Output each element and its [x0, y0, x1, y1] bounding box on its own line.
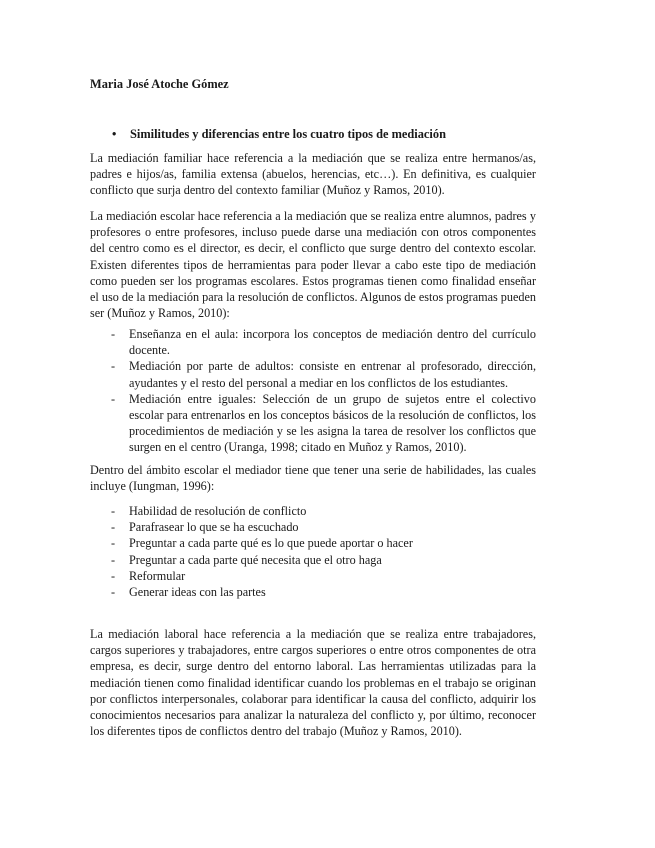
list-item-text: Mediación por parte de adultos: consiste en entrenar al profesorado, dirección, ayudantes y el resto del personal a mediar en los conflictos de los estudiantes. — [129, 359, 536, 390]
list-item-text: Enseñanza en el aula: incorpora los conceptos de mediación dentro del currículo docente. — [129, 327, 536, 358]
list-item-text: Preguntar a cada parte qué es lo que puede aportar o hacer — [129, 536, 413, 551]
section-heading-text: Similitudes y diferencias entre los cuatro tipos de mediación — [130, 127, 446, 141]
skills-list — [90, 503, 536, 600]
dash-marker: - — [111, 327, 116, 341]
list-item — [90, 552, 536, 568]
paragraph-mediacion-laboral: La mediación laboral hace referencia a la mediación que se realiza entre trabajadores, cargos superiores y trabajadores, entre cargos superiores o entre otros componentes de otra empresa, es decir, surge dentro del entorno laboral. Las herramientas utilizadas para la mediación tienen como finalidad identificar cuando los problemas en el trabajo se originan por conflictos interpersonales, colaborar para identificar la causa del conflicto, adquirir los conocimientos necesarios para analizar la naturaleza del conflicto y, por último, reconocer los diferentes tipos de conflictos dentro del trabajo (Muñoz y Ramos, 2010). — [90, 627, 536, 739]
list-item-text: Habilidad de resolución de conflicto — [129, 504, 307, 518]
paragraph-mediacion-familiar: La mediación familiar hace referencia a la mediación que se realiza entre hermanos/as, padres e hijos/as, familia extensa (abuelos, herencias, etc…). En definitiva, es cualquier conflicto que surja dentro del contexto familiar (Muñoz y Ramos, 2010). — [90, 151, 536, 198]
author-name: Maria José Atoche Gómez — [90, 77, 229, 91]
list-item-text: Generar ideas con las partes — [129, 585, 266, 600]
list-item-text: Mediación entre iguales: Selección de un grupo de sujetos entre el colectivo escolar para entrenarlos en los conceptos básicos de la resolución de conflictos, los procedimientos de mediación y se les asigna la tarea de resolver los conflictos que surgen en el centro (Uranga, 1998; citado en Muñoz y Ramos, 2010). — [129, 391, 536, 455]
dash-marker: - — [111, 536, 116, 551]
list-item — [90, 358, 536, 390]
list-item — [90, 519, 536, 535]
section-heading — [112, 126, 446, 142]
dash-marker: - — [111, 359, 116, 374]
bullet-icon: • — [112, 127, 117, 141]
dash-marker: - — [111, 520, 116, 535]
list-item-text: Parafrasear lo que se ha escuchado — [129, 520, 299, 535]
list-item — [90, 584, 536, 600]
programs-list — [90, 326, 536, 456]
list-item — [90, 391, 536, 456]
dash-marker: - — [111, 504, 116, 518]
list-item — [90, 568, 536, 584]
list-item-text: Preguntar a cada parte qué necesita que el otro haga — [129, 552, 382, 567]
list-item — [90, 503, 536, 519]
list-item-text: Reformular — [129, 568, 186, 583]
dash-marker: - — [111, 568, 116, 583]
paragraph-ambito-escolar: Dentro del ámbito escolar el mediador tiene que tener una serie de habilidades, las cuales incluye (Iungman, 1996): — [90, 463, 536, 494]
list-item — [90, 535, 536, 551]
list-item — [90, 326, 536, 358]
dash-marker: - — [111, 585, 116, 600]
paragraph-mediacion-escolar: La mediación escolar hace referencia a la mediación que se realiza entre alumnos, padres y profesores o entre profesores, incluso puede darse una mediación con otros componentes del centro como es el director, es decir, el conflicto que surge dentro del contexto escolar. Existen diferentes tipos de herramientas para poder llevar a cabo este tipo de mediación como pueden ser los programas escolares. Estos programas tienen como finalidad enseñar el uso de la mediación para la resolución de conflictos. Algunos de estos programas pueden ser (Muñoz y Ramos, 2010): — [90, 209, 536, 321]
dash-marker: - — [111, 552, 116, 567]
dash-marker: - — [111, 391, 116, 406]
